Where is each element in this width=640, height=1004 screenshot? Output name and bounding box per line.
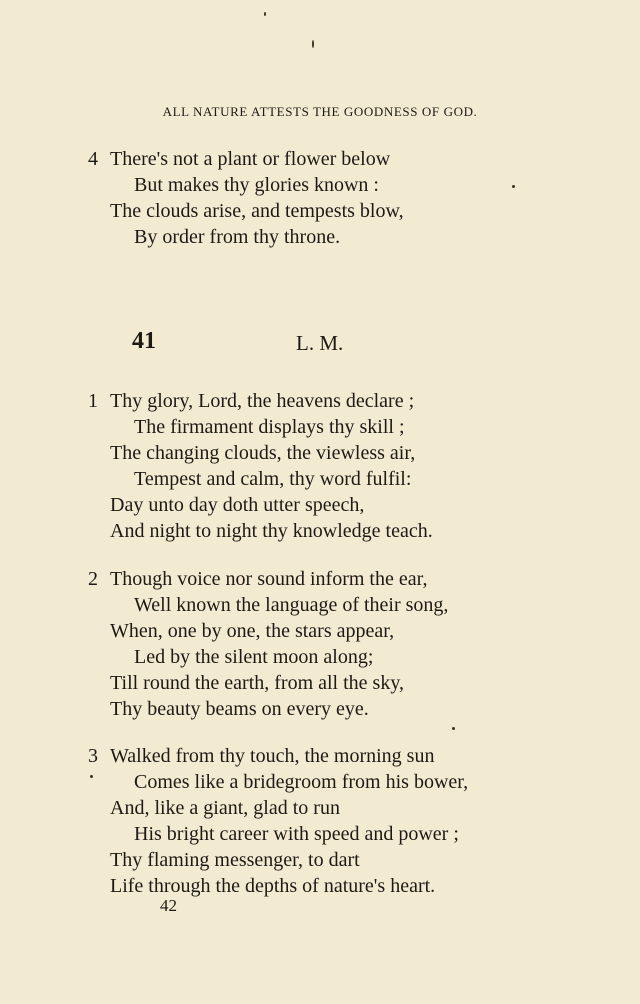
verse-line: Till round the earth, from all the sky, (110, 672, 405, 694)
verse-line: Though voice nor sound inform the ear, (110, 568, 428, 590)
running-head: ALL NATURE ATTESTS THE GOODNESS OF GOD. (162, 104, 478, 119)
print-speck (452, 727, 455, 730)
verse-line: And night to night thy knowledge teach. (110, 520, 433, 542)
verse-line: Thy flaming messenger, to dart (110, 849, 360, 871)
page-number: 42 (160, 896, 177, 915)
stanza-prev-4 (88, 146, 404, 250)
verse-line: The changing clouds, the viewless air, (110, 442, 416, 464)
print-speck (264, 12, 266, 16)
verse-line: Walked from thy touch, the morning sun (110, 745, 435, 767)
print-speck (90, 775, 93, 778)
stanza-number: 2 (88, 568, 98, 590)
print-speck (312, 40, 314, 48)
verse-line: Thy beauty beams on every eye. (110, 698, 369, 720)
verse-line: Thy glory, Lord, the heavens declare ; (110, 390, 415, 412)
verse-line: Well known the language of their song, (134, 594, 449, 616)
stanza-number: 3 (88, 745, 98, 767)
verse-line: The clouds arise, and tempests blow, (110, 200, 404, 222)
verse-line: Comes like a bridegroom from his bower, (134, 771, 469, 793)
verse-line: Tempest and calm, thy word fulfil: (134, 468, 412, 490)
verse-line: Life through the depths of nature's heart. (110, 875, 436, 897)
stanza-number: 1 (88, 390, 98, 412)
stanza-number: 4 (88, 148, 98, 170)
verse-line: And, like a giant, glad to run (110, 797, 340, 819)
verse-line: The firmament displays thy skill ; (134, 416, 405, 438)
hymn-meter: L. M. (296, 331, 344, 355)
verse-line: Led by the silent moon along; (134, 646, 374, 668)
verse-line: When, one by one, the stars appear, (110, 620, 395, 642)
verse-line: There's not a plant or flower below (110, 148, 391, 170)
hymn-number: 41 (132, 328, 156, 354)
verse-line: Day unto day doth utter speech, (110, 494, 365, 516)
verse-line: By order from thy throne. (134, 226, 341, 248)
stanza-2 (88, 566, 449, 722)
stanza-1 (88, 388, 433, 544)
print-speck (512, 185, 515, 188)
verse-line: But makes thy glories known : (134, 174, 379, 196)
stanza-3 (88, 743, 469, 899)
verse-line: His bright career with speed and power ; (134, 823, 459, 845)
